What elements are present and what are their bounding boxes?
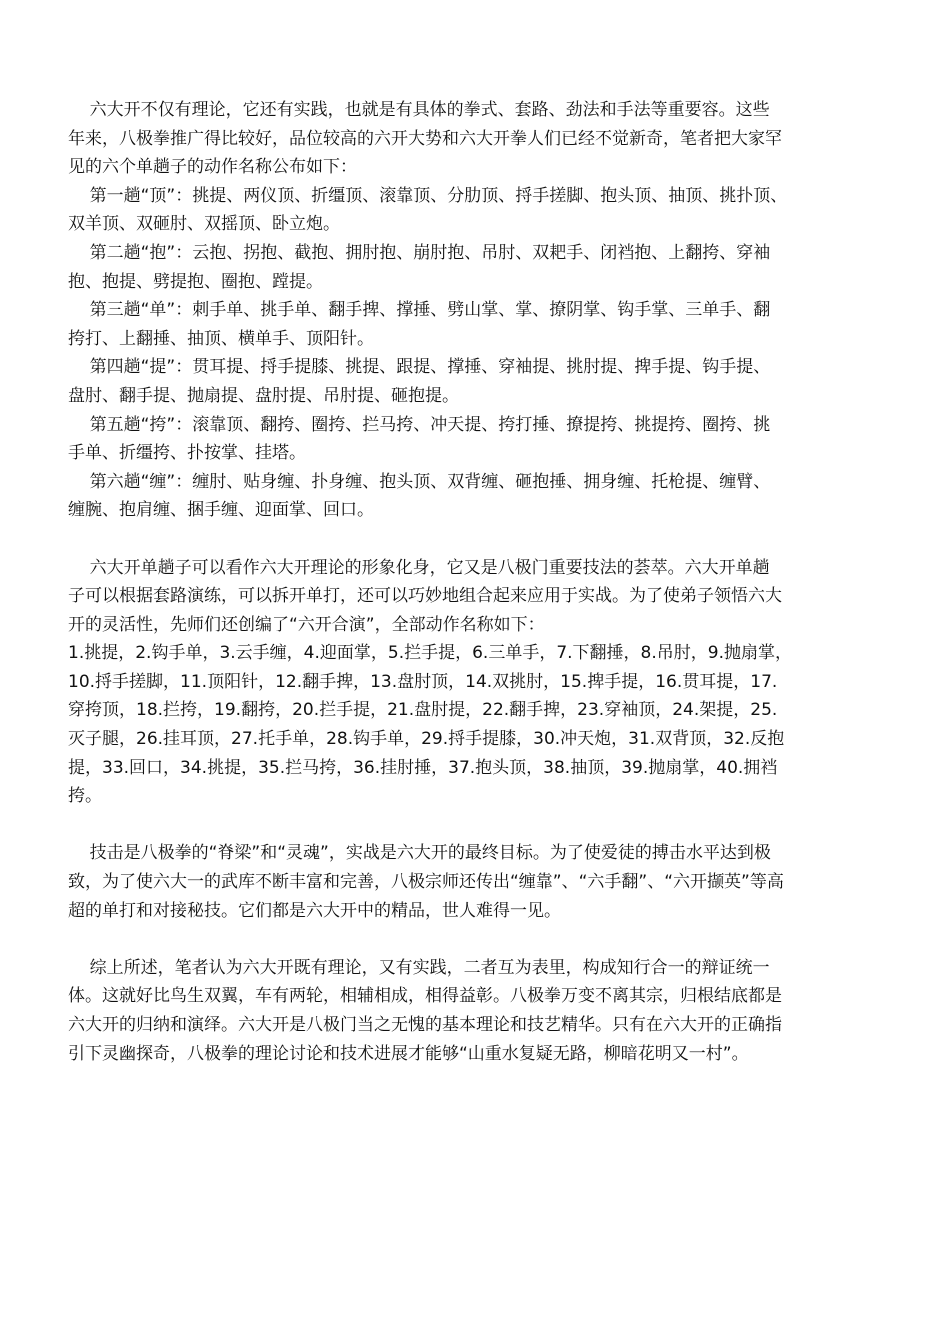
text-line: 提，33.回口，34.挑提，35.拦马挎，36.挂肘捶，37.抱头顶，38.抽顶，39.抛扇掌，40.拥裆 bbox=[68, 757, 778, 778]
text-line: 六大开单趟子可以看作六大开理论的形象化身，它又是八极门重要技法的荟萃。六大开单趟 bbox=[68, 557, 770, 578]
document-body bbox=[68, 96, 882, 1068]
text-line: 手单、折缰挎、扑按掌、挂塔。 bbox=[68, 443, 306, 464]
text-line: 致，为了使六大一的武库不断丰富和完善，八极宗师还传出“缠靠”、“六手翻”、“六开撷英”等高 bbox=[68, 872, 784, 893]
paragraph-conclusion bbox=[68, 954, 882, 1068]
text-line: 第二趟“抱”：云抱、拐抱、截抱、拥肘抱、崩肘抱、吊肘、双耙手、闭裆抱、上翻挎、穿袖 bbox=[68, 242, 771, 263]
text-line: 缠腕、抱肩缠、捆手缠、迎面掌、回口。 bbox=[68, 500, 374, 521]
paragraph-intro-and-routines bbox=[68, 96, 882, 525]
text-line: 第一趟“顶”：挑提、两仪顶、折缰顶、滚靠顶、分肋顶、捋手搓脚、抱头顶、抽顶、挑扑顶、 bbox=[68, 185, 788, 206]
text-line: 见的六个单趟子的动作名称公布如下： bbox=[68, 157, 357, 178]
text-line: 第六趟“缠”：缠肘、贴身缠、扑身缠、抱头顶、双背缠、砸抱捶、拥身缠、托枪提、缠臂、 bbox=[68, 471, 771, 492]
text-line: 10.捋手搓脚，11.顶阳针，12.翻手捭，13.盘肘顶，14.双挑肘，15.捭手提，16.贯耳提，17. bbox=[68, 671, 778, 692]
paragraph-spacer bbox=[68, 525, 882, 554]
text-line: 技击是八极拳的“脊梁”和“灵魂”，实战是六大开的最终目标。为了使爱徒的搏击水平达到极 bbox=[68, 843, 771, 864]
text-line: 穿挎顶，18.拦挎，19.翻挎，20.拦手提，21.盘肘提，22.翻手捭，23.穿袖顶，24.架提，25. bbox=[68, 700, 778, 721]
text-line: 双羊顶、双砸肘、双摇顶、卧立炮。 bbox=[68, 214, 340, 235]
paragraph-spacer bbox=[68, 925, 882, 954]
text-line: 1.挑提，2.钩手单，3.云手缠，4.迎面掌，5.拦手提，6.三单手，7.下翻捶，8.吊肘，9.抛扇掌， bbox=[68, 643, 792, 664]
text-line: 挎。 bbox=[68, 786, 102, 807]
text-line: 第五趟“挎”：滚靠顶、翻挎、圈挎、拦马挎、冲天提、挎打捶、撩提挎、挑提挎、圈挎、挑 bbox=[68, 414, 771, 435]
paragraph-spacer bbox=[68, 811, 882, 840]
text-line: 六大开的归纳和演绎。六大开是八极门当之无愧的基本理论和技艺精华。只有在六大开的正确指 bbox=[68, 1015, 782, 1035]
text-line: 子可以根据套路演练，可以拆开单打，还可以巧妙地组合起来应用于实战。为了使弟子领悟六大 bbox=[68, 586, 782, 607]
text-line: 抱、抱提、劈提抱、圈抱、蹚提。 bbox=[68, 271, 323, 292]
text-line: 灭子腿，26.挂耳顶，27.托手单，28.钩手单，29.捋手提膝，30.冲天炮，31.双背顶，32.反抱 bbox=[68, 729, 785, 750]
text-line: 年来，八极拳推广得比较好，品位较高的六开大势和六大开拳人们已经不觉新奇，笔者把大家罕 bbox=[68, 128, 782, 149]
text-line: 体。这就好比鸟生双翼，车有两轮，相辅相成，相得益彰。八极拳万变不离其宗，归根结底都是 bbox=[68, 986, 782, 1007]
text-line: 六大开不仅有理论，它还有实践，也就是有具体的拳式、套路、劲法和手法等重要容。这些 bbox=[68, 100, 770, 120]
text-line: 第三趟“单”：刺手单、挑手单、翻手捭、撑捶、劈山掌、掌、撩阴掌、钩手掌、三单手、翻 bbox=[68, 300, 771, 321]
text-line: 挎打、上翻捶、抽顶、横单手、顶阳针。 bbox=[68, 328, 374, 349]
text-line: 引下灵幽探奇，八极拳的理论讨论和技术进展才能够“山重水复疑无路，柳暗花明又一村”。 bbox=[68, 1043, 749, 1064]
text-line: 第四趟“提”：贯耳提、捋手提膝、挑提、跟提、撑捶、穿袖提、挑肘提、捭手提、钩手提、 bbox=[68, 357, 771, 378]
text-line: 开的灵活性，先师们还创编了“六开合演”，全部动作名称如下： bbox=[68, 614, 545, 635]
text-line: 盘肘、翻手提、抛扇提、盘肘提、吊肘提、砸抱提。 bbox=[68, 385, 459, 406]
text-line: 综上所述，笔者认为六大开既有理论，又有实践，二者互为表里，构成知行合一的辩证统一 bbox=[68, 957, 770, 978]
paragraph-combined-form bbox=[68, 554, 882, 811]
text-line: 超的单打和对接秘技。它们都是六大开中的精品，世人难得一见。 bbox=[68, 900, 561, 921]
paragraph-combat bbox=[68, 839, 882, 925]
